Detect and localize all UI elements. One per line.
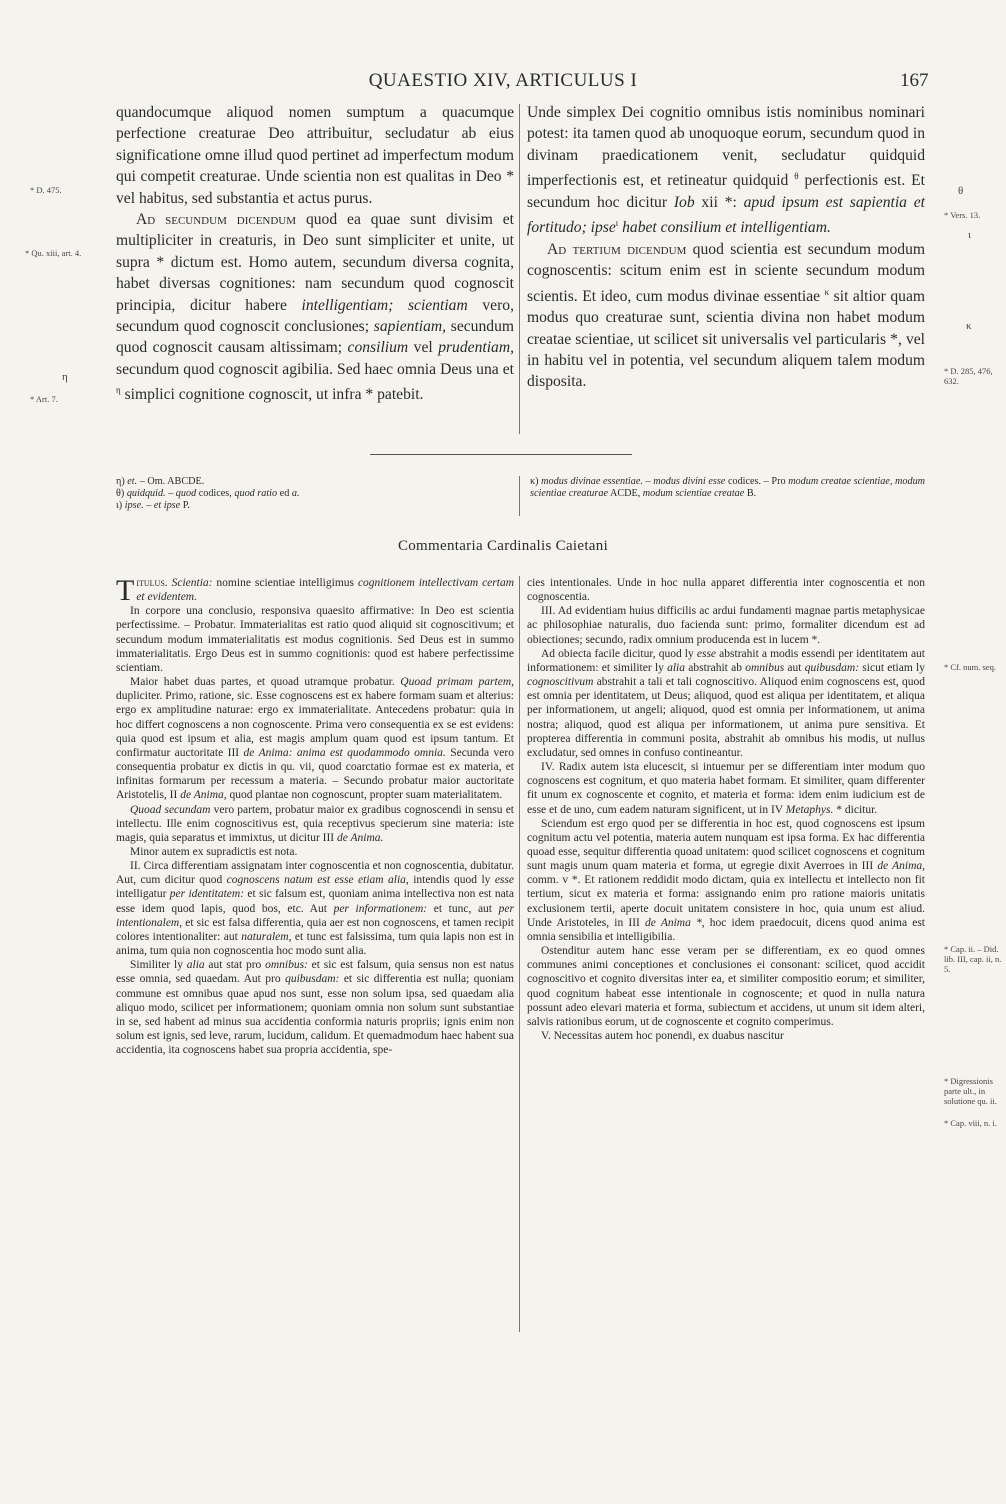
paragraph: II. Circa differentiam assignatam inter cognoscentia et non cognoscentia, dubitatur. Aut, cum dicitur quod cognoscens natum est esse etiam alia, intendis quod ly esse intelligatur per identitatem: et sic falsum est, quoniam anima intellectiva non est nata esse idem quod lapis, quod bos, etc. Aut per informationem: et tunc, aut per intentionalem, et sic est falsa differentia, quia aer est non cognoscens, et tamen recipit colores intentionaliter: aut naturalem, et tunc est falsissima, tum quia lapis non est in anima, tum quia non cognoscentia hoc modo sunt alia. (116, 860, 514, 958)
margin-note: * Qu. xiii, art. 4. (25, 248, 82, 258)
paragraph: In corpore una conclusio, responsiva quaesito affirmative: In Deo est scientia perfectissime. – Probatur. Immaterialitas est ratio quod aliquid sit cognoscitivum; et secundum modum immaterialitatis est modus cognitionis. Sed Deus est in summo immaterialitatis. Ergo Deus est in summo cognitionis: quod est habere perfectissime scientiam. (116, 605, 514, 674)
paragraph: cies intentionales. Unde in hoc nulla apparet differentia inter cognoscentia et non cognoscentia. (527, 577, 925, 604)
paragraph: Titulus. Scientia: nomine scientiae intelligimus cognitionem intellectivam certam et evidentem. (116, 574, 515, 607)
commentary-column-right (527, 576, 925, 1043)
footnote-divider (519, 476, 520, 516)
margin-note: * Cf. num. seq. (944, 662, 996, 672)
drop-cap: T (116, 574, 135, 607)
paragraph: Ad secundum dicendum quod ea quae sunt divisim et multipliciter in creaturis, in Deo sunt simpliciter et unite, ut supra * dictum est. Homo autem, secundum diversa cognita, habet diversas cognitiones: nam secundum quod cognoscit principia, dicitur habere intelligentiam; scientiam vero, secundum quod cognoscit conclusiones; sapientiam, secundum quod cognoscit causam altissimam; consilium vel prudentiam, secundum quod cognoscit agibilia. Sed haec omnia Deus una et $^\eta$ simplici cognitione cognoscit, ut infra * patebit. (116, 211, 514, 404)
footnotes-right (530, 476, 925, 500)
paragraph: V. Necessitas autem hoc ponendi, ex duabus nascitur (541, 1030, 784, 1042)
margin-note: * Vers. 13. (944, 210, 981, 220)
footnote: θ) quidquid. – quod codices, quod ratio ed a. (116, 488, 300, 499)
main-column-right (527, 102, 925, 393)
paragraph: IV. Radix autem ista elucescit, si intuemur per se differentiam inter modum quo cognoscens est cognitum, et quo materia habet formam. Et similiter, quam differenter fit unum ex cognoscente et cognito, et materia et forma: idem enim iudicium est de esse et de uno, cum eadem naturam significent, ut in IV Metaphys. * dicitur. (527, 761, 925, 816)
paragraph: III. Ad evidentiam huius difficilis ac ardui fundamenti magnae partis metaphysicae ac philosophiae naturalis, duo facienda sunt: primo, formaliter dicendum est ad obiectiones; secundo, radix omnium producenda est in lucem *. (527, 605, 925, 646)
footnotes-left (116, 476, 506, 512)
margin-note: ι (968, 229, 971, 241)
paragraph: Ad tertium dicendum quod scientia est secundum modum cognoscentis: scitum enim est in sciente secundum modum scientis. Et ideo, cum modus divinae essentiae $^\kappa$ sit altior quam modus quo creaturae sunt, scientia divina non habet modum creatae scientiae, ut scilicet sit universalis vel particularis *, vel in habitu vel in potentia, vel secundum aliquem talem modum disposita. (527, 240, 926, 391)
margin-note: * Art. 7. (30, 394, 58, 404)
column-divider (519, 104, 520, 434)
paragraph: Minor autem ex supradictis est nota. (130, 845, 298, 858)
commentary-column-left (116, 576, 514, 1057)
main-column-left (116, 102, 514, 406)
paragraph: Sciendum est ergo quod per se differentia in hoc est, quod cognoscens est ipsum cognitum actu vel potentia, materia autem nunquam est ipsa forma. Ex hac differentia quoad esse, sequitur differentia quoad unitatem: quod scilicet cognoscens et cognitum sunt magis unum quam materia et forma, ut egregie dixit Averroes in III de Anima, comm. v *. Et rationem reddidit modo dictam, quia ex intellectu et intellecto non fit tertium, sicut ex materia et forma: assignando enim pro ratione maioris unitatis exclusionem tertii, aperte docuit unitatem consistere in hoc, quia unum est aliud. Unde Aristoteles, in III de Anima *, hoc idem praedocuit, dicens quod anima est omnia sensibilia et intelligibilia. (527, 817, 926, 943)
paragraph: Maior habet duas partes, et quoad utramque probatur. Quoad primam partem, dupliciter. Primo, ratione, sic. Esse cognoscens est ex habere formam suam et alterius: ergo ex amplitudine naturae: ergo ex immaterialitate. Antecedens probatur: quia in hoc differt cognoscens a non cognoscente. Prima vero consequentia ex se est evidens: quia quod est ipsum et alia, est magis amplum quam quod est ipsum tantum. Et confirmatur auctoritate III de Anima: anima est quodammodo omnia. Secunda vero consequentia probatur ex dictis in qu. vii, quod coarctatio formae est ex materia, et infinitas formarum per recessum a materia. – Secundo probatur maior auctoritate Aristotelis, II de Anima, quod plantae non cognoscunt, propter suam materialitatem. (116, 676, 515, 802)
margin-note: * Digressionis parte ult., in solutione qu. ii. (944, 1076, 997, 1106)
footnote: η) et. – Om. ABCDE. (116, 476, 205, 487)
footnote-rule (370, 454, 632, 455)
margin-note: * D. 475. (30, 185, 62, 195)
paragraph: quandocumque aliquod nomen sumptum a quacumque perfectione creaturae Deo attribuitur, secludatur ab eius significatione omne illud quod pertinet ad imperfectum modum qui competit creaturae. Unde scientia non est qualitas in Deo * vel habitus, sed substantia et actus purus. (116, 104, 514, 207)
margin-note: κ (966, 320, 972, 332)
paragraph: Unde simplex Dei cognitio omnibus istis nominibus nominari potest: ita tamen quod ab unoquoque eorum, secundum quod in divinam praedicationem venit, secludatur quidquid imperfectionis est, et retineatur quidquid $^\theta$ perfectionis est. Et secundum hoc dicitur Iob xii *: apud ipsum est sapientia et fortitudo; ipse$^\iota$ habet consilium et intelligentiam. (527, 104, 925, 237)
margin-note: θ (958, 185, 964, 197)
paragraph: Similiter ly alia aut stat pro omnibus: et sic est falsum, quia sensus non est natus esse omnia, sed quaedam. Aut pro quibusdam: et sic differentia est nulla; quoniam commune est omnibus quae apud nos sunt, esse non solum ipsa, sed quaedam alia aliquo modo, scilicet per informationem; quoniam omnia non solum sunt substantiae in se, sed habent ad minus sua accidentia conformia naturis propriis; ignis enim non solum est ignis, sed leve, rarum, lucidum, calidum. Et quemadmodum haec habent sua accidentia, ita cognoscens habet sua propria accidentia, spe- (116, 959, 514, 1057)
margin-note: * Cap. viii, n. i. (944, 1118, 997, 1128)
commentary-divider (519, 576, 520, 1332)
running-header: QUAESTIO XIV, ARTICULUS I (368, 70, 638, 91)
margin-note: * D. 285, 476, 632. (944, 366, 993, 386)
paragraph: Ostenditur autem hanc esse veram per se differentiam, ex eo quod omnes communes animi conceptiones et conclusiones ei consonant: scilicet, quod accidit cognoscitivo et cognito diversitas inter ea, et similiter compositio eorum; et similiter, quod cognitum habeat esse intentionale in cognoscente; et quod in nulla natura possunt adeo elevari materia et forma, subiectum et accidens, ut unum sit idem alteri, salvis rationibus eorum, ut de cognoscente et cognito comperimus. (527, 945, 925, 1028)
page-number: 167 (900, 70, 929, 91)
margin-note: η (62, 371, 68, 383)
footnote: ι) ipse. – et ipse P. (116, 500, 190, 511)
commentary-title: Commentaria Cardinalis Caietani (397, 538, 609, 554)
footnote: κ) modus divinae essentiae. – modus divini esse codices. – Pro modum creatae scientiae, modum scientiae creaturae ACDE, modum scientiae creatae B. (530, 476, 926, 499)
paragraph: Ad obiecta facile dicitur, quod ly esse abstrahit a modis essendi per identitatem aut informationem: et similiter ly alia abstrahit ab omnibus aut quibusdam: sicut etiam ly cognoscitivum abstrahit a tali et tali cognoscitivo. Aliquod enim cognoscens est, quod est omnia per identitatem, ut Deus; aliquod, quod est aliqua per identitatem, et aliqua per informationem, ut angeli; aliquod, quod est omnia per informationem, ut anima nostra; aliquod, quod est aliqua per informationem, ut anima pure sensitiva. Et propterea differentia in communi posita, abstrahit ab omnibus his modis, ut nullus excludatur, sed omnes in confuso contineantur. (527, 647, 926, 759)
paragraph: Quoad secundam vero partem, probatur maior ex gradibus cognoscendi in sensu et intellectu. Ille enim cognoscitivus est, quia receptivus specierum sine materia: iste magis, quia separatus et immixtus, ut dicitur III de Anima. (116, 803, 515, 844)
margin-note: * Cap. ii. – Did. lib. III, cap. ii, n. 5. (944, 944, 1002, 974)
